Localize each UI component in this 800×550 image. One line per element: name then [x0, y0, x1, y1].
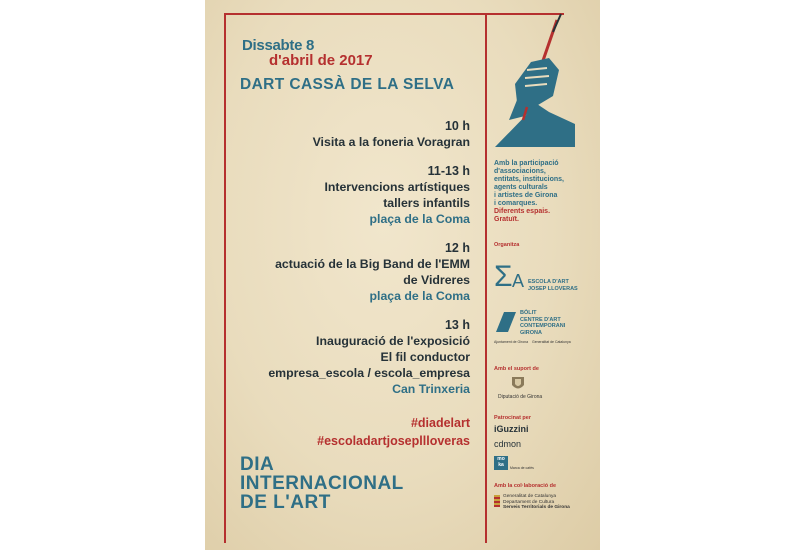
escola-logo-text — [528, 279, 578, 292]
ajuntament-logo-text: Ajuntament de Girona — [494, 340, 529, 344]
program-line: Visita a la foneria Voragran — [312, 135, 470, 149]
program-hour: 12 h — [444, 241, 470, 255]
program-place: plaça de la Coma — [369, 289, 470, 303]
side-line: agents culturals — [494, 184, 548, 191]
side-highlight: Gratuït. — [494, 216, 519, 223]
logo-line: CENTRE D'ART — [520, 316, 561, 323]
hashtag: #diadelart — [410, 416, 470, 430]
event-title — [240, 455, 404, 512]
program-line: empresa_escola / escola_empresa — [268, 366, 470, 380]
program-place: plaça de la Coma — [369, 212, 470, 226]
escola-logo-icon: Σ — [494, 260, 513, 293]
program-line: tallers infantils — [383, 196, 470, 210]
date-line-2: d'abril de 2017 — [269, 52, 373, 69]
program-item-2 — [324, 163, 470, 227]
participation-text — [494, 160, 564, 224]
program-item-4 — [268, 317, 470, 397]
program-line: Intervencions artístiques — [324, 180, 470, 194]
logo-line: BÒLIT — [520, 310, 537, 316]
gencat-logo-text — [503, 494, 570, 511]
side-line: i artistes de Girona — [494, 192, 558, 199]
patrocinat-label: Patrocinat per — [494, 415, 531, 421]
title-line: DE L'ART — [240, 492, 331, 513]
logo-line: GIRONA — [520, 329, 542, 336]
date-line-1: Dissabte 8 — [242, 37, 315, 54]
program-line: actuació de la Big Band de l'EMM — [275, 257, 470, 271]
program-item-1 — [313, 118, 470, 150]
venue-title: DART CASSÀ DE LA SELVA — [240, 76, 455, 93]
generalitat-small-logo-text: Generalitat de Catalunya — [532, 340, 571, 344]
side-line: Amb la participació — [494, 160, 559, 167]
frame-left-line — [224, 13, 226, 543]
program-hour: 11-13 h — [427, 164, 470, 178]
hashtag: #escoladartjosepllloveras — [317, 434, 470, 448]
hashtags — [317, 414, 470, 450]
iguzzini-logo: iGuzzini — [494, 424, 529, 434]
moka-caption: Marca de cafès — [510, 466, 534, 470]
logo-line: ESCOLA D'ART — [528, 279, 569, 285]
logo-line: Departament de Cultura — [503, 499, 555, 505]
title-line: INTERNACIONAL — [240, 473, 404, 494]
logo-line: JOSEP LLOVERAS — [528, 285, 578, 292]
escola-logo-a-icon: A — [512, 271, 525, 291]
fist-brush-icon — [487, 12, 579, 152]
cdmon-logo: cdmon — [494, 439, 522, 449]
side-line: entitats, institucions, — [494, 176, 565, 183]
program-hour: 13 h — [444, 318, 470, 332]
logo-line: CONTEMPORANI — [520, 323, 566, 329]
title-line: DIA — [240, 454, 275, 475]
organitza-label: Organitza — [494, 242, 520, 248]
logo-line: Generalitat de Catalunya — [503, 494, 557, 499]
program-place: Can Trinxeria — [392, 382, 470, 396]
colaboracio-label: Amb la col·laboració de — [494, 483, 557, 489]
program-hour: 10 h — [444, 119, 470, 133]
bolit-logo-text — [520, 310, 565, 336]
side-line: d'associacions, — [494, 168, 546, 175]
program-line: El fil conductor — [380, 350, 470, 364]
program-line: de Vidreres — [403, 273, 470, 287]
moka-logo: mo ka — [494, 456, 508, 470]
program-item-3 — [275, 240, 470, 304]
diputacio-shield-icon — [510, 376, 526, 392]
bolit-logo-icon — [494, 310, 518, 334]
program-line: Inauguració de l'exposició — [316, 334, 470, 348]
side-highlight: Diferents espais. — [494, 208, 551, 215]
logo-line: Serveis Territorials de Girona — [503, 505, 570, 510]
suport-label: Amb el suport de — [494, 366, 539, 372]
side-line: i comarques. — [494, 200, 538, 207]
gencat-flag-icon — [494, 495, 500, 507]
diputacio-logo-text: Diputació de Girona — [498, 394, 543, 400]
